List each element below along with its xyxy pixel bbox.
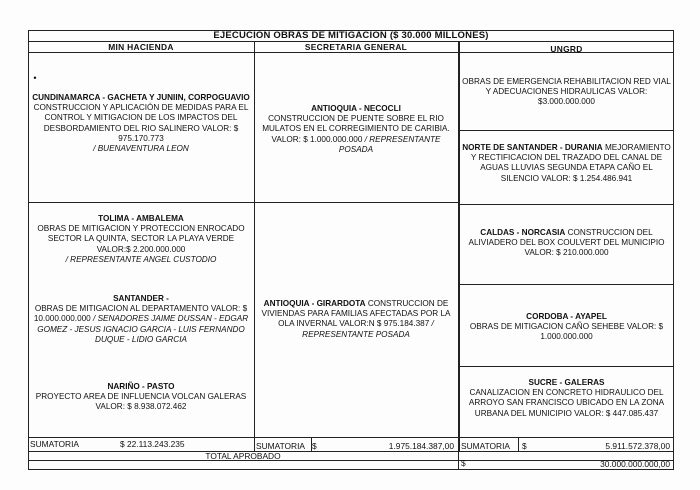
col-separator-2b bbox=[459, 41, 460, 452]
total-currency: $ bbox=[461, 458, 466, 468]
total-approved-value: 30.000.000.000,00 bbox=[600, 459, 670, 469]
ungrd-row-rule-1 bbox=[459, 130, 674, 131]
entry-description: CONSTRUCCION Y APLICACIÓN DE MEDIDAS PARA EL CONTROL Y MITIGACION DE LOS IMPACTOS DEL DESBORDAMIENTO DEL RIO SALINERO VALOR: $ 975.170.773 bbox=[33, 103, 249, 143]
entry-place: CORDOBA - AYAPEL bbox=[526, 312, 607, 321]
entry-place: SANTANDER - bbox=[113, 294, 169, 303]
entry-description: CONSTRUCCION DE VIVIENDAS PARA FAMILIAS AFECTADAS POR LA OLA INVERNAL VALOR:N $ 975.184.387 bbox=[261, 299, 451, 329]
ungrd-entry-emergencia bbox=[461, 77, 672, 108]
entry-representative: / REPRESENTANTE POSADA bbox=[302, 319, 434, 339]
entry-place: ANTIOQUIA - GIRARDOTA bbox=[263, 299, 366, 308]
sum-value-secretaria: 1.975.184.387,00 bbox=[388, 441, 454, 451]
entry-place: CUNDINAMARCA - GACHETA Y JUNIIN, CORPOGUAVIO bbox=[32, 93, 250, 102]
entry-place: ANTIOQUIA - NECOCLI bbox=[311, 104, 401, 113]
sum-currency-ungrd: $ bbox=[522, 441, 527, 451]
entry-description: MEJORAMIENTO Y RECTIFICACION DEL TRAZADO DEL CANAL DE AGUAS LLUVIAS SEGUNDA ETAPA CAÑO EL SILENCIO VALOR: $ 1.254.486.941 bbox=[470, 143, 671, 183]
table-title: EJECUCION OBRAS DE MITIGACION ($ 30.000 MILLONES) bbox=[213, 30, 489, 41]
secretaria-entry-girardota bbox=[256, 299, 456, 340]
col-header-secretaria: SECRETARIA GENERAL bbox=[304, 42, 408, 52]
sum-label-hacienda: SUMATORIA bbox=[30, 439, 80, 449]
entry-description: CANALIZACION EN CONCRETO HIDRAULICO DEL ARROYO SAN FRANCISCO UBICADO EN LA ZONA URBANA DEL MUNICIPIO VALOR: $ 447.085.437 bbox=[468, 388, 665, 418]
hacienda-entry-cundinamarca bbox=[30, 93, 252, 154]
border-left bbox=[28, 30, 29, 470]
entry-place: CALDAS - NORCASIA bbox=[480, 228, 566, 237]
entry-place: NARIÑO - PASTO bbox=[107, 382, 175, 391]
entry-representative: / REPRESENTANTE ANGEL CUSTODIO bbox=[65, 254, 217, 264]
ungrd-row-rule-2 bbox=[459, 204, 674, 205]
sum-label-secretaria: SUMATORIA bbox=[256, 441, 306, 451]
entry-description: CONSTRUCCION DEL ALIVIADERO DEL BOX COULVERT DEL MUNICIPIO VALOR: $ 210.000.000 bbox=[468, 228, 665, 258]
sum-rule-top bbox=[28, 437, 674, 438]
hacienda-entry-santander bbox=[30, 294, 252, 345]
sum-value-hacienda: $ 22.113.243.235 bbox=[120, 439, 185, 449]
col-separator-1 bbox=[254, 41, 255, 452]
border-right bbox=[673, 30, 674, 470]
entry-place: NORTE DE SANTANDER - DURANIA bbox=[462, 143, 603, 152]
entry-representative: / BUENAVENTURA LEON bbox=[93, 144, 189, 154]
ungrd-entry-galeras bbox=[461, 378, 672, 419]
entry-description: CONSTRUCCION DE PUENTE SOBRE EL RIO MULATOS EN EL CORREGIMIENTO DE CARIBIA. VALOR: $ 1.000.000.000 bbox=[262, 114, 450, 144]
entry-representative: / SENADORES JAIME DUSSAN - EDGAR GOMEZ - JESUS IGNACIO GARCIA - LUIS FERNANDO DUQUE - LIDIO GARCIA bbox=[37, 314, 249, 344]
secretaria-entry-necocli bbox=[256, 104, 456, 155]
entry-description: OBRAS DE MITIGACION AL DEPARTAMENTO VALOR: $ 10.000.000.000 bbox=[33, 304, 248, 324]
sum-value-ungrd: 5.911.572.378,00 bbox=[605, 441, 670, 451]
entry-description: PROYECTO AREA DE INFLUENCIA VOLCAN GALERAS VALOR: $ 8.938.072.462 bbox=[35, 392, 247, 412]
hacienda-entry-narino bbox=[30, 382, 252, 413]
entry-place: SUCRE - GALERAS bbox=[528, 378, 605, 387]
ungrd-row-rule-3 bbox=[459, 284, 674, 285]
entry-description: OBRAS DE MITIGACION CAÑO SEHEBE VALOR: $ 1.000.000.000 bbox=[469, 322, 664, 342]
entry-description: OBRAS DE EMERGENCIA REHABILITACION RED VIAL Y ADECUACIONES HIDRAULICAS VALOR: $3.000.000.000 bbox=[462, 77, 671, 107]
col-header-ungrd: UNGRD bbox=[550, 44, 583, 54]
secretaria-row-rule bbox=[254, 202, 458, 203]
ungrd-entry-ayapel bbox=[461, 312, 672, 343]
ungrd-entry-norcasia bbox=[461, 228, 672, 259]
entry-place: TOLIMA - AMBALEMA bbox=[98, 214, 184, 223]
ungrd-entry-durania bbox=[461, 143, 672, 184]
total-sep bbox=[458, 451, 459, 470]
entry-representative: / REPRESENTANTE POSADA bbox=[338, 134, 441, 154]
entry-description: OBRAS DE MITIGACION Y PROTECCION ENROCADO SECTOR LA QUINTA, SECTOR LA PLAYA VERDE VALOR:$ 2.200.000.000 bbox=[37, 224, 245, 254]
stray-mark: • bbox=[33, 73, 37, 83]
hacienda-row-rule bbox=[28, 202, 254, 203]
ungrd-row-rule-4 bbox=[459, 366, 674, 367]
col-header-min-hacienda: MIN HACIENDA bbox=[108, 42, 174, 52]
hacienda-entry-tolima bbox=[30, 214, 252, 265]
sum-currency-secretaria: $ bbox=[312, 441, 317, 451]
total-approved-label: TOTAL APROBADO bbox=[205, 451, 281, 461]
sum-label-ungrd: SUMATORIA bbox=[461, 441, 511, 451]
